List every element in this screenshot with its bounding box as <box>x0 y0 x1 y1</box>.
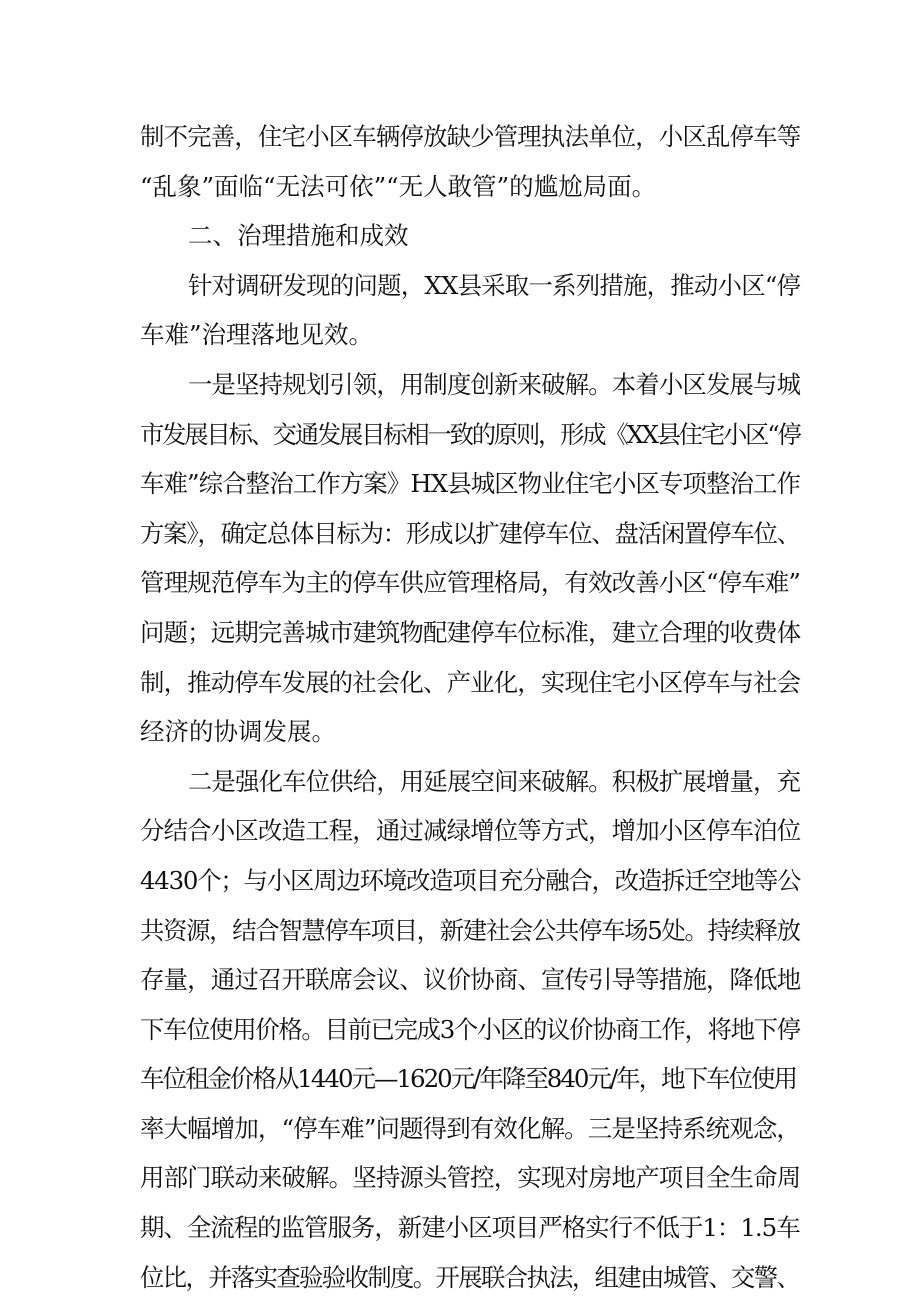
text-line-22: 用部门联动来破解。坚持源头管控，实现对房地产项目全生命周 <box>140 1163 801 1193</box>
text-line-17: 共资源，结合智慧停车项目，新建社会公共停车场5处。持续释放 <box>140 915 800 945</box>
text-line-4: 针对调研发现的问题，XX县采取一系列措施，推动小区“停 <box>188 270 801 300</box>
text-line-24: 位比，并落实查验验收制度。开展联合执法，组建由城管、交警、 <box>140 1262 800 1292</box>
text-line-8: 车难”综合整治工作方案》HX县城区物业住宅小区专项整治工作 <box>140 469 801 499</box>
text-line-14: 二是强化车位供给，用延展空间来破解。积极扩展增量，充 <box>188 766 801 796</box>
text-line-21: 率大幅增加，“停车难”问题得到有效化解。三是坚持系统观念， <box>140 1113 801 1143</box>
text-line-6: 一是坚持规划引领，用制度创新来破解。本着小区发展与城 <box>188 369 801 399</box>
text-line-5: 车难”治理落地见效。 <box>140 320 374 350</box>
text-line-19: 下车位使用价格。目前已完成3个小区的议价协商工作，将地下停 <box>140 1014 800 1044</box>
text-line-13: 经济的协调发展。 <box>140 717 336 747</box>
text-line-12: 制，推动停车发展的社会化、产业化，实现住宅小区停车与社会 <box>140 667 801 697</box>
text-line-9: 方案》，确定总体目标为：形成以扩建停车位、盘活闲置停车位、 <box>140 518 800 548</box>
text-line-1: 制不完善，住宅小区车辆停放缺少管理执法单位，小区乱停车等 <box>140 122 801 151</box>
text-line-11: 问题；远期完善城市建筑物配建停车位标准，建立合理的收费体 <box>140 617 801 647</box>
text-line-10: 管理规范停车为主的停车供应管理格局，有效改善小区“停车难” <box>140 568 801 598</box>
text-line-23: 期、全流程的监管服务，新建小区项目严格实行不低于1：1.5车 <box>140 1213 800 1243</box>
section-heading: 二、治理措施和成效 <box>188 221 409 251</box>
text-line-2: “乱象”面临“无法可依”“无人敢管”的尴尬局面。 <box>140 171 657 201</box>
text-line-7: 市发展目标、交通发展目标相一致的原则，形成《XX县住宅小区“停 <box>140 419 800 449</box>
text-line-15: 分结合小区改造工程，通过减绿增位等方式，增加小区停车泊位 <box>140 816 801 846</box>
body-text <box>140 112 800 1302</box>
text-line-18: 存量，通过召开联席会议、议价协商、宣传引导等措施，降低地 <box>140 965 801 995</box>
text-line-20: 车位租金价格从1440元—1620元/年降至840元/年，地下车位使用 <box>140 1064 796 1094</box>
text-line-16: 4430个；与小区周边环境改造项目充分融合，改造拆迁空地等公 <box>140 865 801 895</box>
